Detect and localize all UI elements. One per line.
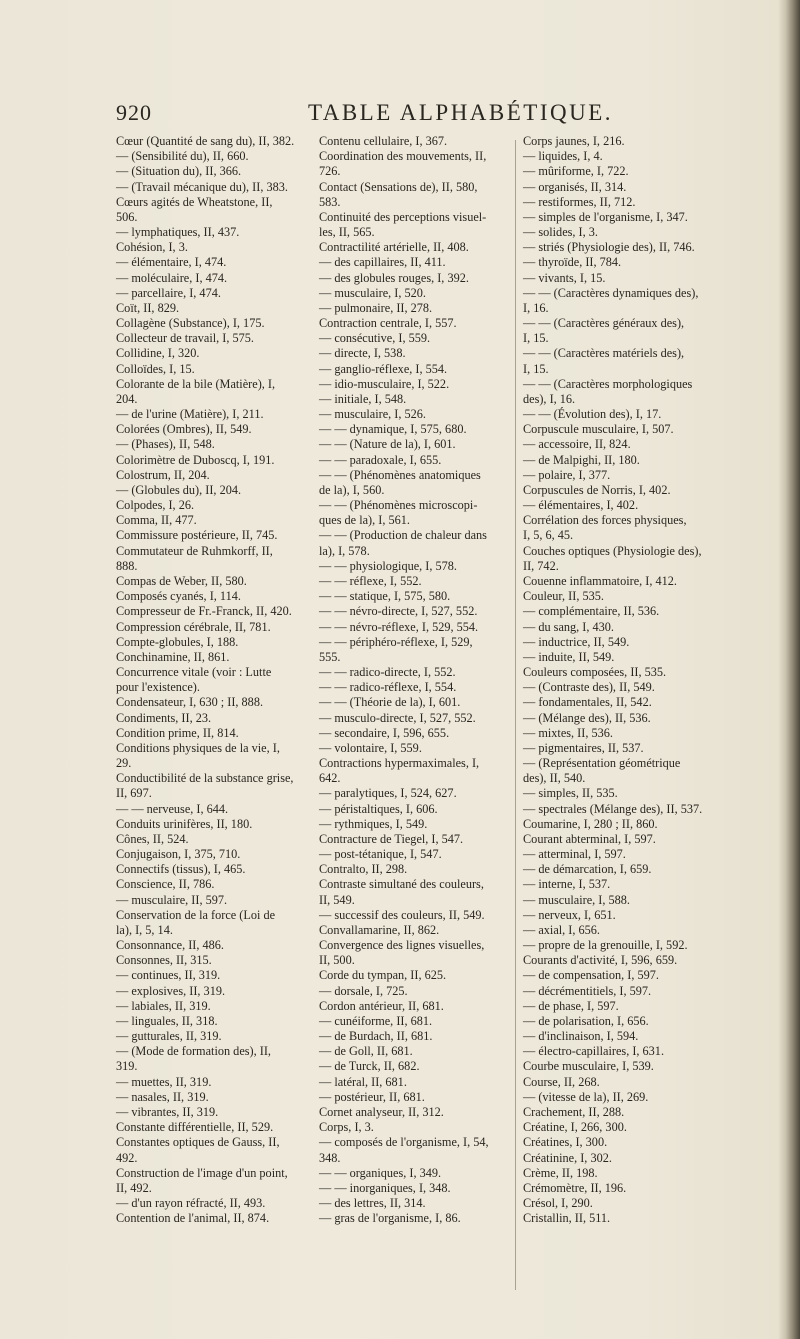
index-entry: 726. <box>319 164 341 179</box>
index-entry: Corpuscules de Norris, I, 402. <box>523 482 671 497</box>
index-entry: — des lettres, II, 314. <box>319 1196 426 1211</box>
index-entry: Corpuscule musculaire, I, 507. <box>523 422 674 437</box>
index-entry: — du sang, I, 430. <box>523 619 614 634</box>
index-entry: — élémentaire, I, 474. <box>116 255 227 270</box>
index-entry: II, 492. <box>116 1180 152 1195</box>
running-title: TABLE ALPHABÉTIQUE. <box>308 100 614 125</box>
index-entry: — de l'urine (Matière), I, 211. <box>116 407 264 422</box>
index-entry: — pigmentaires, II, 537. <box>523 740 644 755</box>
index-entry: Consonnes, II, 315. <box>116 953 212 968</box>
index-entry: — péristaltiques, I, 606. <box>319 801 438 816</box>
index-entry: Créatinine, I, 302. <box>523 1150 612 1165</box>
index-entry: de la), I, 560. <box>319 482 385 497</box>
index-entry: Contact (Sensations de), II, 580, <box>319 179 478 194</box>
index-entry: — (Travail mécanique du), II, 383. <box>116 179 288 194</box>
index-entry: — gutturales, II, 319. <box>116 1029 222 1044</box>
index-entry: Commissure postérieure, II, 745. <box>116 528 278 543</box>
index-entry: — pulmonaire, II, 278. <box>319 300 433 315</box>
index-entry: Condiments, II, 23. <box>116 710 212 725</box>
index-entry: — des globules rouges, I, 392. <box>319 270 469 285</box>
index-entry: — — (Phénomènes microscopi- <box>319 498 478 513</box>
index-entry: Cônes, II, 524. <box>116 831 189 846</box>
index-entry: — d'un rayon réfracté, II, 493. <box>116 1196 266 1211</box>
index-entry: Commutateur de Ruhmkorff, II, <box>116 543 273 558</box>
index-entry: Courant abterminal, I, 597. <box>523 831 656 846</box>
index-entry: — de Goll, II, 681. <box>319 1044 413 1059</box>
index-column-2 <box>319 134 515 1226</box>
index-entry: Corps, I, 3. <box>319 1120 374 1135</box>
index-entry: — — radico-réflexe, I, 554. <box>319 680 457 695</box>
index-entry: Contractilité artérielle, II, 408. <box>319 240 469 255</box>
index-entry: — de Malpighi, II, 180. <box>523 452 640 467</box>
index-entry: Conchinamine, II, 861. <box>116 649 230 664</box>
index-entry: — gras de l'organisme, I, 86. <box>319 1211 461 1226</box>
index-entry: — parcellaire, I, 474. <box>116 285 221 300</box>
index-entry: — simples, II, 535. <box>523 786 618 801</box>
index-entry: Compression cérébrale, II, 781. <box>116 619 271 634</box>
index-entry: — — organiques, I, 349. <box>319 1165 442 1180</box>
index-entry: — idio-musculaire, I, 522. <box>319 376 450 391</box>
index-entry: — muettes, II, 319. <box>116 1074 212 1089</box>
index-entry: Condition prime, II, 814. <box>116 725 239 740</box>
index-entry: I, 16. <box>523 300 549 315</box>
index-entry: — cunéiforme, II, 681. <box>319 1013 433 1028</box>
index-entry: — mixtes, II, 536. <box>523 725 613 740</box>
index-entry: Composés cyanés, I, 114. <box>116 589 241 604</box>
index-entry: la), I, 578. <box>319 543 370 558</box>
index-entry: Condensateur, I, 630 ; II, 888. <box>116 695 264 710</box>
index-entry: Contraste simultané des couleurs, <box>319 877 484 892</box>
index-entry: — labiales, II, 319. <box>116 998 211 1013</box>
index-entry: 888. <box>116 558 138 573</box>
index-entry: Créatines, I, 300. <box>523 1135 608 1150</box>
index-entry: — d'inclinaison, I, 594. <box>523 1029 639 1044</box>
index-entry: — de Burdach, II, 681. <box>319 1029 433 1044</box>
index-entry: — — (Phénomènes anatomiques <box>319 467 481 482</box>
index-entry: Comma, II, 477. <box>116 513 197 528</box>
index-entry: — — périphéro-réflexe, I, 529, <box>319 634 473 649</box>
index-entry: — nerveux, I, 651. <box>523 907 616 922</box>
index-entry: — de polarisation, I, 656. <box>523 1013 649 1028</box>
index-entry: Compas de Weber, II, 580. <box>116 573 247 588</box>
index-entry: II, 549. <box>319 892 355 907</box>
index-entry: — — (Nature de la), I, 601. <box>319 437 456 452</box>
index-entry: II, 500. <box>319 953 355 968</box>
index-entry: I, 15. <box>523 331 549 346</box>
index-entry: — induite, II, 549. <box>523 649 615 664</box>
index-entry: 583. <box>319 194 341 209</box>
index-entry: Crème, II, 198. <box>523 1165 598 1180</box>
index-entry: — linguales, II, 318. <box>116 1013 218 1028</box>
index-entry: — moléculaire, I, 474. <box>116 270 228 285</box>
index-entry: Constantes optiques de Gauss, II, <box>116 1135 280 1150</box>
index-entry: 492. <box>116 1150 138 1165</box>
index-entry: — de phase, I, 597. <box>523 998 619 1013</box>
index-entry: — — névro-réflexe, I, 529, 554. <box>319 619 479 634</box>
index-entry: Continuité des perceptions visuel- <box>319 209 487 224</box>
index-entry: — — physiologique, I, 578. <box>319 558 457 573</box>
index-entry: — secondaire, I, 596, 655. <box>319 725 450 740</box>
index-entry: Coït, II, 829. <box>116 300 180 315</box>
index-entry: — spectrales (Mélange des), II, 537. <box>523 801 703 816</box>
index-entry: Colpodes, I, 26. <box>116 498 195 513</box>
index-entry: I, 5, 6, 45. <box>523 528 574 543</box>
index-entry: Colloïdes, I, 15. <box>116 361 195 376</box>
index-entry: Couleurs composées, II, 535. <box>523 665 667 680</box>
index-entry: Constante différentielle, II, 529. <box>116 1120 274 1135</box>
index-entry: — ganglio-réflexe, I, 554. <box>319 361 448 376</box>
index-entry: — directe, I, 538. <box>319 346 406 361</box>
index-entry: — accessoire, II, 824. <box>523 437 631 452</box>
index-entry: — polaire, I, 377. <box>523 467 611 482</box>
index-entry: — latéral, II, 681. <box>319 1074 407 1089</box>
index-entry: — — paradoxale, I, 655. <box>319 452 442 467</box>
index-entry: Collagène (Substance), I, 175. <box>116 316 265 331</box>
index-entry: la), I, 5, 14. <box>116 922 173 937</box>
index-entry: Contralto, II, 298. <box>319 862 408 877</box>
index-column-3 <box>523 134 719 1226</box>
index-column-1 <box>116 134 312 1226</box>
index-entry: — de démarcation, I, 659. <box>523 862 652 877</box>
index-entry: — vibrantes, II, 319. <box>116 1105 219 1119</box>
index-entry: — axial, I, 656. <box>523 922 601 937</box>
index-entry: Cornet analyseur, II, 312. <box>319 1105 444 1119</box>
index-entry: Couches optiques (Physiologie des), <box>523 543 702 558</box>
index-entry: Cristallin, II, 511. <box>523 1211 611 1226</box>
index-entry: — initiale, I, 548. <box>319 391 407 406</box>
index-entry: Courants d'activité, I, 596, 659. <box>523 953 678 968</box>
index-entry: — propre de la grenouille, I, 592. <box>523 938 688 953</box>
index-entry: Course, II, 268. <box>523 1074 600 1089</box>
index-entry: — décrémentitiels, I, 597. <box>523 983 652 998</box>
column-divider <box>515 140 516 1290</box>
index-entry: Colorimètre de Duboscq, I, 191. <box>116 452 275 467</box>
index-entry: — (Contraste des), II, 549. <box>523 680 655 695</box>
index-entry: — organisés, II, 314. <box>523 179 627 194</box>
index-entry: — (Situation du), II, 366. <box>116 164 242 179</box>
index-entry: 204. <box>116 391 138 406</box>
index-entry: Conscience, II, 786. <box>116 877 215 892</box>
index-entry: — (vitesse de la), II, 269. <box>523 1089 649 1104</box>
index-entry: Corrélation des forces physiques, <box>523 513 687 528</box>
index-entry: 319. <box>116 1059 138 1074</box>
index-entry: Crémomètre, II, 196. <box>523 1180 627 1195</box>
index-entry: — des capillaires, II, 411. <box>319 255 446 270</box>
index-entry: — post-tétanique, I, 547. <box>319 847 442 862</box>
index-entry: — (Représentation géométrique <box>523 756 681 771</box>
index-entry: — (Globules du), II, 204. <box>116 482 242 497</box>
index-entry: Conjugaison, I, 375, 710. <box>116 847 241 862</box>
index-entry: — — dynamique, I, 575, 680. <box>319 422 467 437</box>
index-entry: Contraction centrale, I, 557. <box>319 316 457 331</box>
index-entry: — dorsale, I, 725. <box>319 983 408 998</box>
index-entry: Couleur, II, 535. <box>523 589 604 604</box>
index-entry: — lymphatiques, II, 437. <box>116 225 240 240</box>
index-entry: — inductrice, II, 549. <box>523 634 630 649</box>
page-number: 920 <box>116 100 152 125</box>
index-entry: Cœurs agités de Wheatstone, II, <box>116 194 273 209</box>
index-entry: II, 742. <box>523 558 559 573</box>
index-entry: Construction de l'image d'un point, <box>116 1165 288 1180</box>
index-entry: Conduits urinifères, II, 180. <box>116 816 253 831</box>
index-entry: Créatine, I, 266, 300. <box>523 1120 627 1135</box>
index-entry: Corde du tympan, II, 625. <box>319 968 447 983</box>
index-entry: Convallamarine, II, 862. <box>319 922 440 937</box>
index-entry: — composés de l'organisme, I, 54, <box>319 1135 489 1150</box>
index-entry: Compte-globules, I, 188. <box>116 634 239 649</box>
index-entry: ques de la), I, 561. <box>319 513 410 528</box>
index-entry: — de compensation, I, 597. <box>523 968 659 983</box>
index-entry: — interne, I, 537. <box>523 877 611 892</box>
index-entry: Consonnance, II, 486. <box>116 938 225 953</box>
book-spine-shadow <box>778 0 800 1339</box>
index-entry: — liquides, I, 4. <box>523 149 603 164</box>
index-entry: — — (Théorie de la), I, 601. <box>319 695 461 710</box>
index-entry: — — radico-directe, I, 552. <box>319 665 456 680</box>
index-entry: — (Mélange des), II, 536. <box>523 710 651 725</box>
index-entry: des), I, 16. <box>523 391 576 406</box>
index-entry: — musculaire, II, 597. <box>116 892 228 907</box>
index-entry: — — (Caractères morphologiques <box>523 376 693 391</box>
index-entry: — musculaire, I, 520. <box>319 285 426 300</box>
index-entry: — — inorganiques, I, 348. <box>319 1180 451 1195</box>
index-entry: Compresseur de Fr.-Franck, II, 420. <box>116 604 292 619</box>
index-entry: Couenne inflammatoire, I, 412. <box>523 573 677 588</box>
index-entry: — striés (Physiologie des), II, 746. <box>523 240 695 255</box>
index-entry: — restiformes, II, 712. <box>523 194 636 209</box>
index-entry: Coumarine, I, 280 ; II, 860. <box>523 816 658 831</box>
index-entry: II, 697. <box>116 786 152 801</box>
index-entry: Crachement, II, 288. <box>523 1105 625 1119</box>
index-entry: — mûriforme, I, 722. <box>523 164 629 179</box>
index-entry: Conductibilité de la substance grise, <box>116 771 294 786</box>
index-entry: Collecteur de travail, I, 575. <box>116 331 254 346</box>
index-entry: — nasales, II, 319. <box>116 1089 209 1104</box>
index-entry: Colorante de la bile (Matière), I, <box>116 376 276 391</box>
index-entry: — — (Évolution des), I, 17. <box>523 407 662 422</box>
index-entry: Convergence des lignes visuelles, <box>319 938 485 953</box>
index-entry: — musculo-directe, I, 527, 552. <box>319 710 476 725</box>
page-header <box>116 100 756 130</box>
index-entry: — — réflexe, I, 552. <box>319 573 422 588</box>
index-entry: — — statique, I, 575, 580. <box>319 589 451 604</box>
index-entry: — électro-capillaires, I, 631. <box>523 1044 665 1059</box>
index-entry: — paralytiques, I, 524, 627. <box>319 786 457 801</box>
index-entry: Cordon antérieur, II, 681. <box>319 998 444 1013</box>
index-entry: — de Turck, II, 682. <box>319 1059 420 1074</box>
index-entry: Corps jaunes, I, 216. <box>523 134 625 148</box>
index-entry: 642. <box>319 771 341 786</box>
index-entry: Conditions physiques de la vie, I, <box>116 740 280 755</box>
index-entry: Contenu cellulaire, I, 367. <box>319 134 448 148</box>
index-entry: — solides, I, 3. <box>523 225 598 240</box>
index-entry: Cœur (Quantité de sang du), II, 382. <box>116 134 295 148</box>
index-entry: I, 15. <box>523 361 549 376</box>
index-entry: — explosives, II, 319. <box>116 983 226 998</box>
index-entry: Contracture de Tiegel, I, 547. <box>319 831 464 846</box>
index-entry: — — (Production de chaleur dans <box>319 528 487 543</box>
index-entry: — rythmiques, I, 549. <box>319 816 428 831</box>
index-entry: — — nerveuse, I, 644. <box>116 801 229 816</box>
index-entry: des), II, 540. <box>523 771 586 786</box>
index-entry: — — (Caractères généraux des), <box>523 316 685 331</box>
index-entry: — — (Caractères dynamiques des), <box>523 285 699 300</box>
index-entry: Connectifs (tissus), I, 465. <box>116 862 246 877</box>
index-entry: — volontaire, I, 559. <box>319 740 422 755</box>
index-entry: — thyroïde, II, 784. <box>523 255 622 270</box>
index-entry: Courbe musculaire, I, 539. <box>523 1059 654 1074</box>
index-entry: Cohésion, I, 3. <box>116 240 188 255</box>
index-entry: Crésol, I, 290. <box>523 1196 593 1211</box>
index-entry: — postérieur, II, 681. <box>319 1089 425 1104</box>
index-entry: — atterminal, I, 597. <box>523 847 626 862</box>
index-entry: Colorées (Ombres), II, 549. <box>116 422 252 437</box>
index-entry: — fondamentales, II, 542. <box>523 695 652 710</box>
index-entry: 506. <box>116 209 138 224</box>
index-entry: Concurrence vitale (voir : Lutte <box>116 665 272 680</box>
index-entry: Collidine, I, 320. <box>116 346 200 361</box>
index-entry: Contention de l'animal, II, 874. <box>116 1211 270 1226</box>
index-entry: pour l'existence). <box>116 680 200 695</box>
index-entry: les, II, 565. <box>319 225 375 240</box>
index-entry: — successif des couleurs, II, 549. <box>319 907 485 922</box>
index-entry: Contractions hypermaximales, I, <box>319 756 480 771</box>
index-entry: — complémentaire, II, 536. <box>523 604 660 619</box>
index-entry: 29. <box>116 756 132 771</box>
index-entry: 555. <box>319 649 341 664</box>
index-entry: — continues, II, 319. <box>116 968 221 983</box>
index-entry: — consécutive, I, 559. <box>319 331 431 346</box>
index-entry: — élémentaires, I, 402. <box>523 498 639 513</box>
index-entry: — (Phases), II, 548. <box>116 437 215 452</box>
index-entry: — — (Caractères matériels des), <box>523 346 685 361</box>
index-entry: — simples de l'organisme, I, 347. <box>523 209 688 224</box>
index-entry: — (Sensibilité du), II, 660. <box>116 149 249 164</box>
index-entry: — (Mode de formation des), II, <box>116 1044 271 1059</box>
index-entry: — musculaire, I, 526. <box>319 407 426 422</box>
index-entry: — musculaire, I, 588. <box>523 892 630 907</box>
index-entry: Coordination des mouvements, II, <box>319 149 487 164</box>
index-entry: 348. <box>319 1150 341 1165</box>
index-entry: — vivants, I, 15. <box>523 270 606 285</box>
index-entry: Conservation de la force (Loi de <box>116 907 276 922</box>
index-entry: — — névro-directe, I, 527, 552. <box>319 604 478 619</box>
index-entry: Colostrum, II, 204. <box>116 467 210 482</box>
